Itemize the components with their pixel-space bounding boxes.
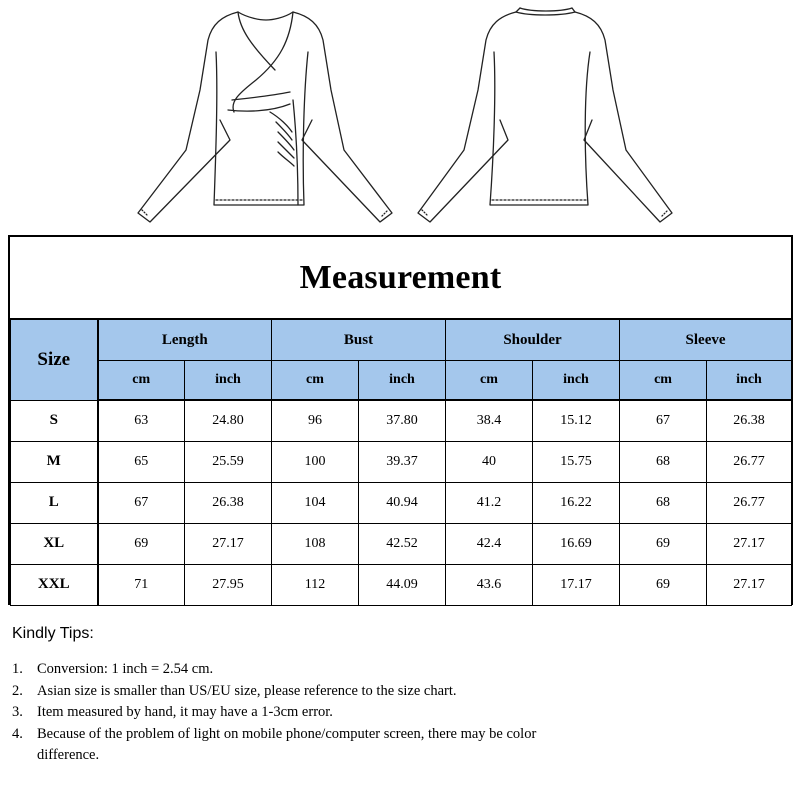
table-cell: 67 [620, 400, 707, 441]
table-cell: 27.95 [185, 564, 272, 605]
table-cell: 16.69 [533, 523, 620, 564]
tip-number: 4. [12, 725, 23, 742]
size-label: M [11, 441, 98, 482]
table-cell: 104 [272, 482, 359, 523]
tip-item [12, 681, 597, 703]
unit-header-cm: cm [446, 361, 533, 401]
garment-sketches [0, 0, 800, 232]
table-cell: 68 [620, 482, 707, 523]
tips-list [12, 659, 792, 767]
table-cell: 27.17 [707, 564, 792, 605]
table-cell: 69 [620, 564, 707, 605]
table-cell: 26.38 [185, 482, 272, 523]
bust-group-header: Bust [272, 320, 446, 361]
table-cell: 25.59 [185, 441, 272, 482]
table-cell: 26.38 [707, 400, 792, 441]
table-cell: 65 [98, 441, 185, 482]
table-cell: 69 [98, 523, 185, 564]
tips-title: Kindly Tips: [12, 625, 94, 642]
table-cell: 42.4 [446, 523, 533, 564]
table-cell: 41.2 [446, 482, 533, 523]
table-cell: 15.12 [533, 400, 620, 441]
wrap-top-back-sketch [410, 0, 680, 232]
table-cell: 69 [620, 523, 707, 564]
tip-text: Because of the problem of light on mobile phone/computer screen, there may be color difference. [37, 725, 537, 763]
tip-item [12, 702, 597, 724]
table-row [11, 441, 792, 482]
table-cell: 40 [446, 441, 533, 482]
wrap-top-front-sketch [130, 0, 400, 232]
unit-header-cm: cm [98, 361, 185, 401]
sleeve-group-header: Sleeve [620, 320, 792, 361]
table-cell: 16.22 [533, 482, 620, 523]
table-cell: 15.75 [533, 441, 620, 482]
tip-text: Conversion: 1 inch = 2.54 cm. [37, 661, 214, 677]
size-label: L [11, 482, 98, 523]
table-cell: 67 [98, 482, 185, 523]
unit-header-inch: inch [359, 361, 446, 401]
tip-text: Item measured by hand, it may have a 1-3cm error. [37, 704, 333, 720]
unit-header-inch: inch [185, 361, 272, 401]
table-cell: 27.17 [707, 523, 792, 564]
tip-number: 3. [12, 704, 23, 720]
table-cell: 42.52 [359, 523, 446, 564]
unit-header-inch: inch [533, 361, 620, 401]
chart-title: Measurement [10, 237, 791, 320]
kindly-tips [12, 625, 792, 767]
table-row [11, 482, 792, 523]
table-cell: 44.09 [359, 564, 446, 605]
table-cell: 108 [272, 523, 359, 564]
tip-item [12, 724, 597, 767]
table-cell: 26.77 [707, 441, 792, 482]
table-cell: 71 [98, 564, 185, 605]
table-cell: 68 [620, 441, 707, 482]
table-cell: 40.94 [359, 482, 446, 523]
table-cell: 112 [272, 564, 359, 605]
table-cell: 24.80 [185, 400, 272, 441]
unit-header-cm: cm [620, 361, 707, 401]
table-row [11, 400, 792, 441]
shoulder-group-header: Shoulder [446, 320, 620, 361]
unit-header-cm: cm [272, 361, 359, 401]
tip-item [12, 659, 597, 681]
size-label: S [11, 400, 98, 441]
table-row [11, 564, 792, 605]
table-cell: 27.17 [185, 523, 272, 564]
length-group-header: Length [98, 320, 272, 361]
size-chart [8, 235, 793, 605]
table-cell: 38.4 [446, 400, 533, 441]
table-cell: 43.6 [446, 564, 533, 605]
table-cell: 63 [98, 400, 185, 441]
size-column-header: Size [11, 320, 98, 401]
table-cell: 26.77 [707, 482, 792, 523]
unit-header-inch: inch [707, 361, 792, 401]
size-label: XL [11, 523, 98, 564]
table-cell: 100 [272, 441, 359, 482]
table-row [11, 523, 792, 564]
tip-number: 1. [12, 661, 23, 677]
size-table [10, 319, 792, 606]
tip-number: 2. [12, 682, 23, 699]
table-cell: 17.17 [533, 564, 620, 605]
table-cell: 39.37 [359, 441, 446, 482]
tip-text: Asian size is smaller than US/EU size, please reference to the size chart. [37, 682, 457, 699]
table-cell: 96 [272, 400, 359, 441]
size-label: XXL [11, 564, 98, 605]
table-cell: 37.80 [359, 400, 446, 441]
